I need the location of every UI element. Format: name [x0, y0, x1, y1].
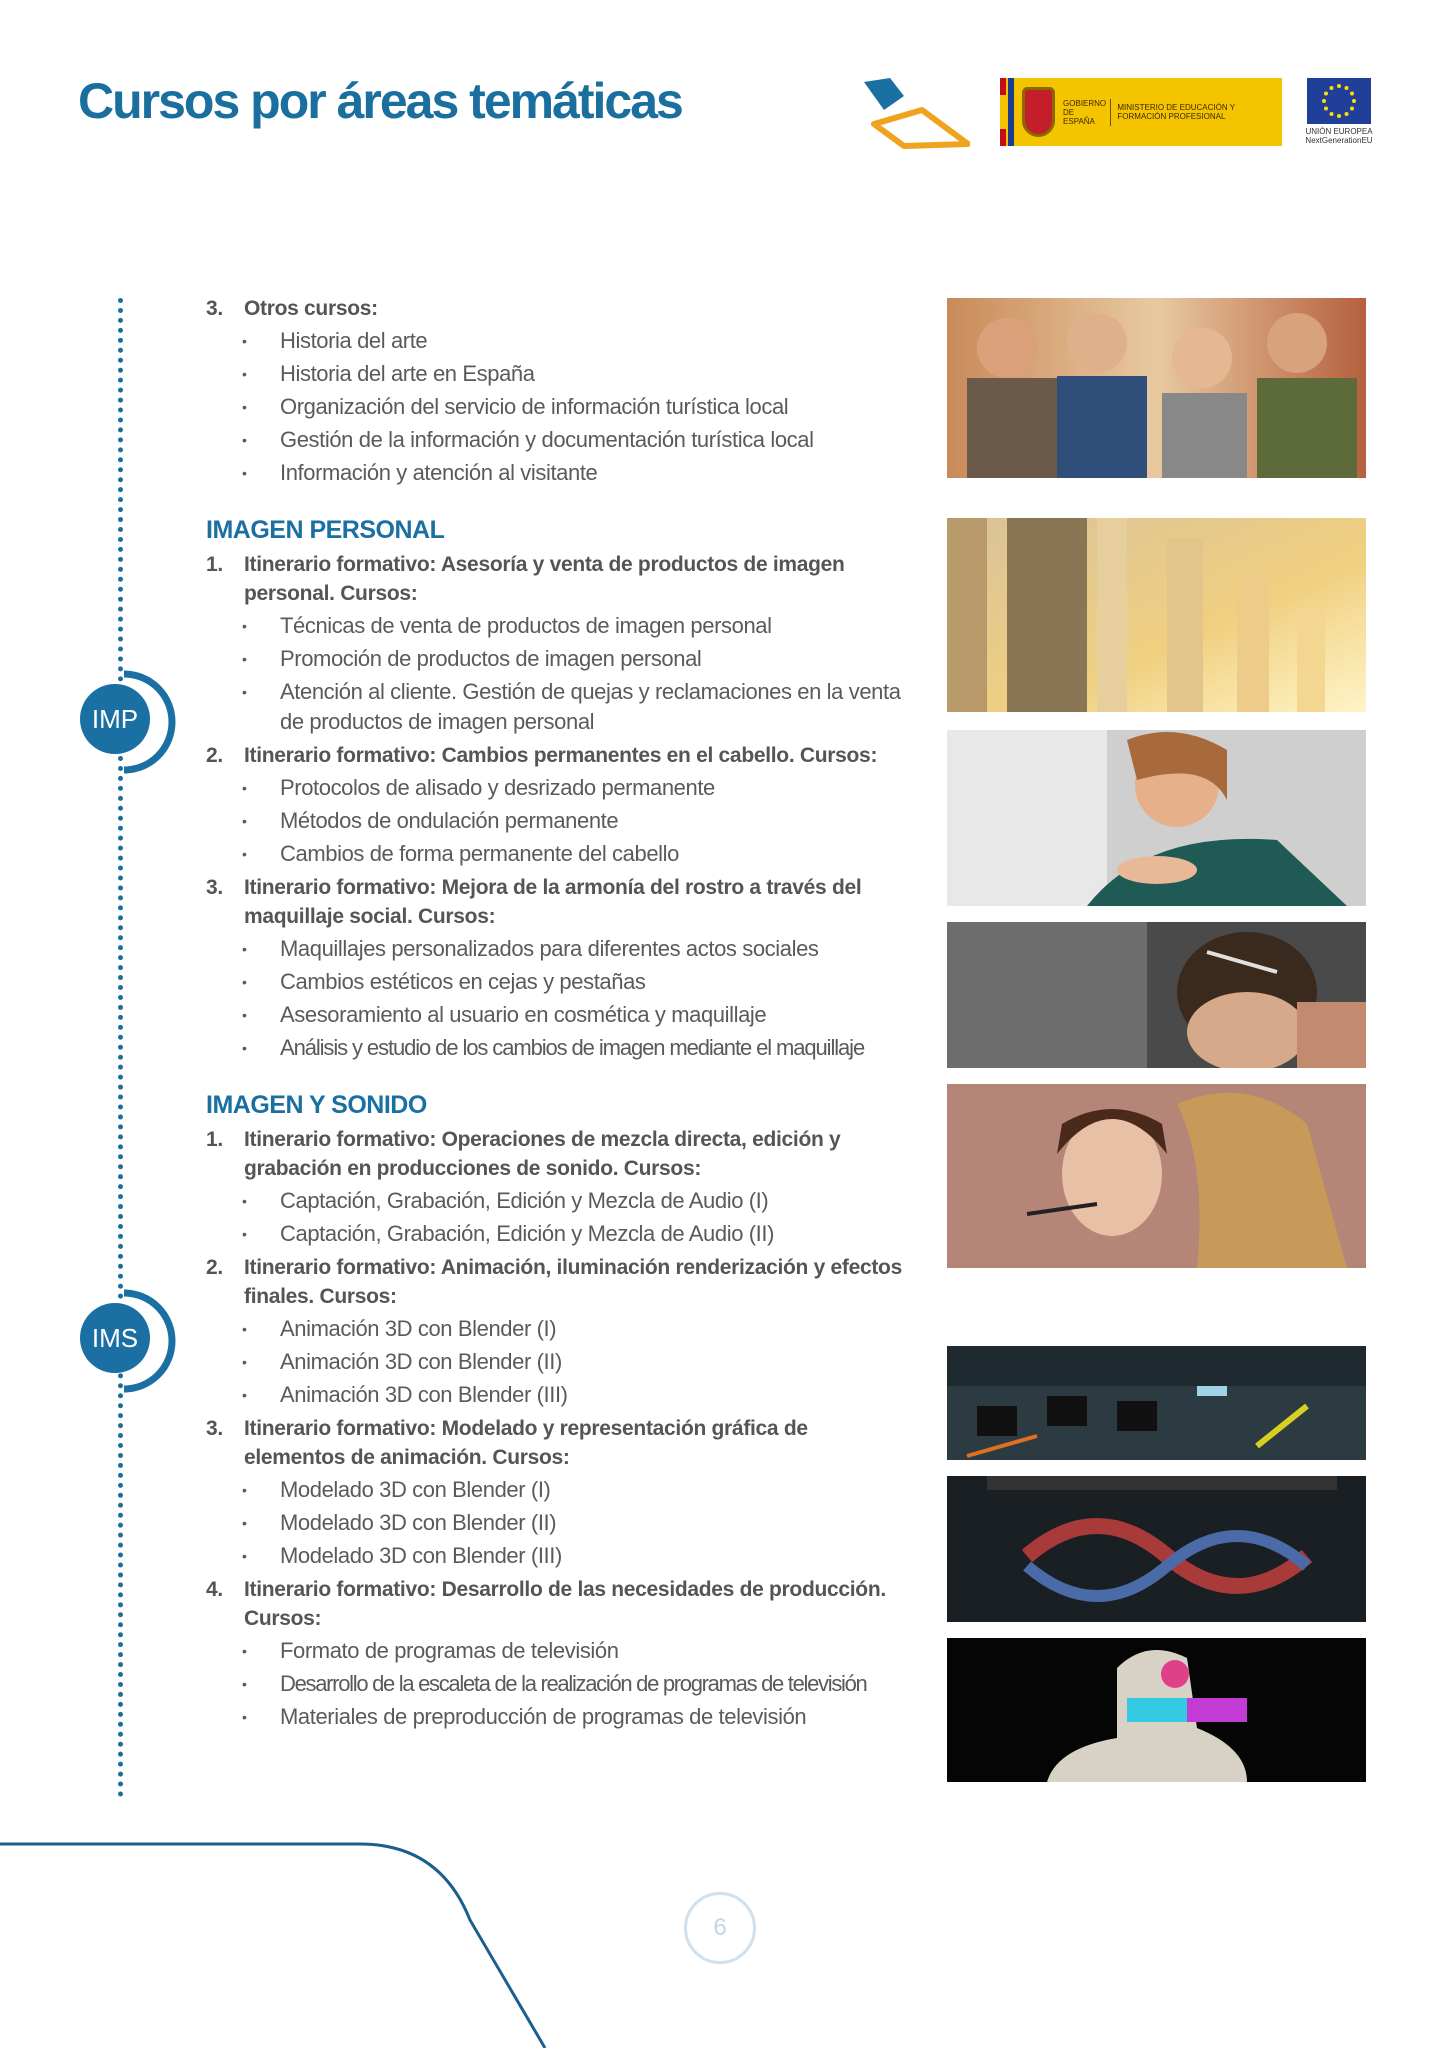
course-item: • Animación 3D con Blender (II): [242, 1349, 562, 1374]
course-item: • Protocolos de alisado y desrizado permanente: [242, 775, 715, 800]
itinerary-title: 1. Itinerario formativo: Asesoría y venta de productos de imagen personal. Cursos:: [206, 553, 845, 605]
itinerary-title: 1. Itinerario formativo: Operaciones de mezcla directa, edición y grabación en producciones de sonido. Cursos:: [206, 1128, 841, 1180]
course-item: • Historia del arte en España: [242, 361, 535, 386]
header-logos: [860, 74, 1380, 154]
page-number: 6: [684, 1892, 756, 1964]
course-item: • Desarrollo de la escaleta de la realización de programas de televisión: [242, 1671, 867, 1696]
section-imagen-personal: [206, 514, 906, 1063]
timeline-dotted-line: [118, 298, 123, 1798]
course-item: • Materiales de preproducción de programas de televisión: [242, 1704, 807, 1729]
course-item: • Promoción de productos de imagen personal: [242, 646, 702, 671]
course-item: • Organización del servicio de información turística local: [242, 394, 789, 419]
course-item: • Cambios de forma permanente del cabello: [242, 841, 679, 866]
photo-statue: [947, 1638, 1366, 1782]
itinerary-title: 2. Itinerario formativo: Cambios permanentes en el cabello. Cursos:: [206, 744, 878, 767]
course-item: • Animación 3D con Blender (I): [242, 1316, 557, 1341]
course-item: • Información y atención al visitante: [242, 460, 598, 485]
coat-of-arms-icon: [1022, 87, 1055, 137]
itinerary-title: 4. Itinerario formativo: Desarrollo de las necesidades de producción. Cursos:: [206, 1578, 886, 1630]
course-item: • Animación 3D con Blender (III): [242, 1382, 568, 1407]
ministry-text: MINISTERIO DE EDUCACIÓN Y FORMACIÓN PROFESIONAL: [1117, 103, 1235, 121]
badge-ims: [76, 1285, 176, 1395]
page-title: Cursos por áreas temáticas: [78, 73, 682, 129]
photo-makeup: [947, 1084, 1366, 1268]
course-item: • Historia del arte: [242, 328, 428, 353]
section-imagen-sonido: [206, 1089, 906, 1732]
photo-manicure: [947, 730, 1366, 906]
badge-ims-label: IMS: [80, 1303, 150, 1373]
course-item: • Gestión de la información y documentación turística local: [242, 427, 814, 452]
course-item: • Modelado 3D con Blender (II): [242, 1510, 557, 1535]
eu-text: UNIÓN EUROPEA NextGenerationEU: [1305, 127, 1373, 145]
course-item: • Modelado 3D con Blender (III): [242, 1543, 562, 1568]
itinerary-title: 2. Itinerario formativo: Animación, iluminación renderización y efectos finales. Cursos:: [206, 1256, 902, 1308]
course-item: • Métodos de ondulación permanente: [242, 808, 619, 833]
badge-imp-label: IMP: [80, 684, 150, 754]
eu-logo: [1300, 78, 1378, 145]
footer-curve-decoration: [0, 1830, 600, 2048]
section-title: IMAGEN Y SONIDO: [206, 1091, 427, 1119]
course-item: • Atención al cliente. Gestión de quejas y reclamaciones en la venta de productos de imagen personal: [242, 679, 901, 734]
course-item: • Análisis y estudio de los cambios de imagen mediante el maquillaje: [242, 1035, 865, 1060]
brand-logo: [860, 74, 970, 154]
itinerary-title: 3. Otros cursos:: [206, 297, 378, 320]
course-item: • Captación, Grabación, Edición y Mezcla de Audio (II): [242, 1221, 775, 1246]
photo-haircut: [947, 922, 1366, 1068]
course-item: • Asesoramiento al usuario en cosmética y maquillaje: [242, 1002, 767, 1027]
section-title: IMAGEN PERSONAL: [206, 516, 445, 544]
photo-building: [947, 518, 1366, 712]
course-item: • Modelado 3D con Blender (I): [242, 1477, 551, 1502]
itinerary-title: 3. Itinerario formativo: Modelado y representación gráfica de elementos de animación. Cursos:: [206, 1417, 808, 1469]
eu-flag-icon: [1307, 78, 1371, 124]
photo-3d-printing: [947, 1476, 1366, 1622]
photo-tourists: [947, 298, 1366, 478]
badge-imp: [76, 666, 176, 776]
course-item: • Formato de programas de televisión: [242, 1638, 619, 1663]
course-item: • Captación, Grabación, Edición y Mezcla de Audio (I): [242, 1188, 769, 1213]
itinerary-title: 3. Itinerario formativo: Mejora de la armonía del rostro a través del maquillaje social. Cursos:: [206, 876, 862, 928]
government-logo: [1000, 78, 1282, 146]
course-item: • Maquillajes personalizados para diferentes actos sociales: [242, 936, 819, 961]
section-otros: [206, 294, 906, 488]
course-item: • Técnicas de venta de productos de imagen personal: [242, 613, 772, 638]
course-item: • Cambios estéticos en cejas y pestañas: [242, 969, 646, 994]
course-content: [206, 294, 906, 1736]
photo-mixer: [947, 1346, 1366, 1460]
gov-text: GOBIERNO DE ESPAÑA: [1063, 99, 1111, 126]
